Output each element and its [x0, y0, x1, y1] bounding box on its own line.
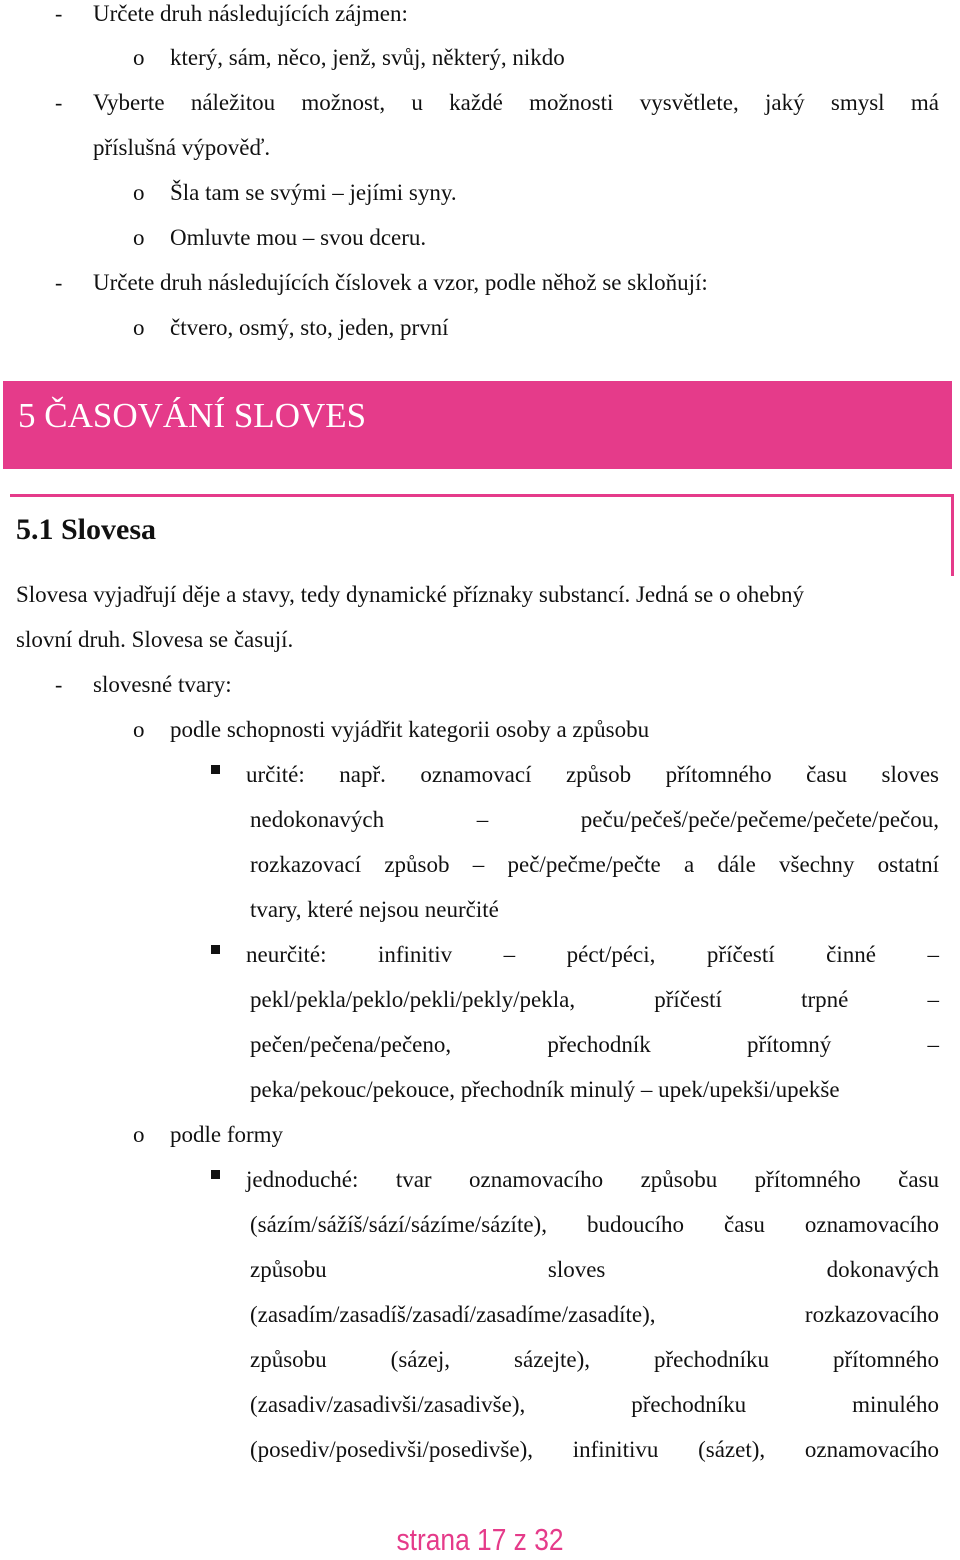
exercise-pronouns: Určete druh následujících zájmen: — [93, 1, 408, 26]
circle-bullet: o — [133, 45, 145, 70]
chapter-banner — [3, 381, 952, 469]
sublist-title-person-mood: podle schopnosti vyjádřit kategorii osoby a způsobu — [170, 717, 650, 742]
square-bullet — [211, 945, 220, 954]
exercise-meaning-line2: příslušná výpověď. — [93, 135, 271, 160]
list-title: slovesné tvary: — [93, 672, 232, 697]
page-footer — [72, 1522, 888, 1558]
pronoun-list: který, sám, něco, jenž, svůj, některý, nikdo — [170, 45, 565, 70]
finite-line-2: nedokonavých – peču/pečeš/peče/pečeme/pečete/pečou, — [250, 807, 939, 832]
nonfinite-line-3: pečen/pečena/pečeno, přechodník přítomný – — [250, 1032, 939, 1057]
nonfinite-line-2: pekl/pekla/peklo/pekli/pekly/pekla, příčestí trpné – — [250, 987, 939, 1012]
circle-bullet: o — [133, 717, 145, 742]
footer-prefix: strana — [396, 1522, 478, 1557]
square-bullet — [211, 765, 220, 774]
chapter-heading: 5 ČASOVÁNÍ SLOVES — [18, 396, 367, 435]
finite-line-1: určité: např. oznamovací způsob přítomného času sloves — [246, 762, 939, 787]
finite-line-3: rozkazovací způsob – peč/pečme/pečte a dále všechny ostatní — [250, 852, 939, 877]
circle-bullet: o — [133, 180, 145, 205]
footer-page-number: 17 — [477, 1522, 507, 1557]
simple-line-5: způsobu (sázej, sázejte), přechodníku přítomného — [250, 1347, 939, 1372]
paragraph-line-1: Slovesa vyjadřují děje a stavy, tedy dynamické příznaky substancí. Jedná se o ohebný — [16, 582, 804, 607]
dash-bullet: - — [55, 90, 63, 115]
section-frame-top — [10, 494, 954, 497]
simple-line-4: (zasadím/zasadíš/zasadí/zasadíme/zasadíte), rozkazovacího — [250, 1302, 939, 1327]
circle-bullet: o — [133, 225, 145, 250]
footer-separator: z — [506, 1522, 535, 1557]
nonfinite-line-1: neurčité: infinitiv – péct/péci, příčestí činné – — [246, 942, 939, 967]
simple-line-7: (posediv/posedivši/posedivše), infinitivu (sázet), oznamovacího — [250, 1437, 939, 1462]
dash-bullet: - — [55, 1, 63, 26]
simple-line-1: jednoduché: tvar oznamovacího způsobu přítomného času — [246, 1167, 939, 1192]
sublist-title-form: podle formy — [170, 1122, 284, 1147]
paragraph-line-2: slovní druh. Slovesa se časují. — [16, 627, 294, 652]
dash-bullet: - — [55, 672, 63, 697]
numeral-list: čtvero, osmý, sto, jeden, první — [170, 315, 449, 340]
meaning-item-2: Omluvte mou – svou dceru. — [170, 225, 427, 250]
footer-total-pages: 32 — [534, 1522, 564, 1557]
meaning-item-1: Šla tam se svými – jejími syny. — [170, 180, 457, 205]
nonfinite-line-4: peka/pekouc/pekouce, přechodník minulý – upek/upekši/upekše — [250, 1077, 840, 1102]
dash-bullet: - — [55, 270, 63, 295]
exercise-meaning-line1: Vyberte náležitou možnost, u každé možnosti vysvětlete, jaký smysl má — [93, 90, 939, 115]
section-heading: 5.1 Slovesa — [16, 513, 157, 546]
exercise-numerals: Určete druh následujících číslovek a vzor, podle něhož se skloňují: — [93, 270, 708, 295]
simple-line-3: způsobu sloves dokonavých — [250, 1257, 939, 1282]
circle-bullet: o — [133, 1122, 145, 1147]
square-bullet — [211, 1170, 220, 1179]
simple-line-6: (zasadiv/zasadivši/zasadivše), přechodníku minulého — [250, 1392, 939, 1417]
finite-line-4: tvary, které nejsou neurčité — [250, 897, 499, 922]
section-frame-right — [951, 494, 954, 576]
circle-bullet: o — [133, 315, 145, 340]
simple-line-2: (sázím/sážíš/sází/sázíme/sázíte), budoucího času oznamovacího — [250, 1212, 939, 1237]
